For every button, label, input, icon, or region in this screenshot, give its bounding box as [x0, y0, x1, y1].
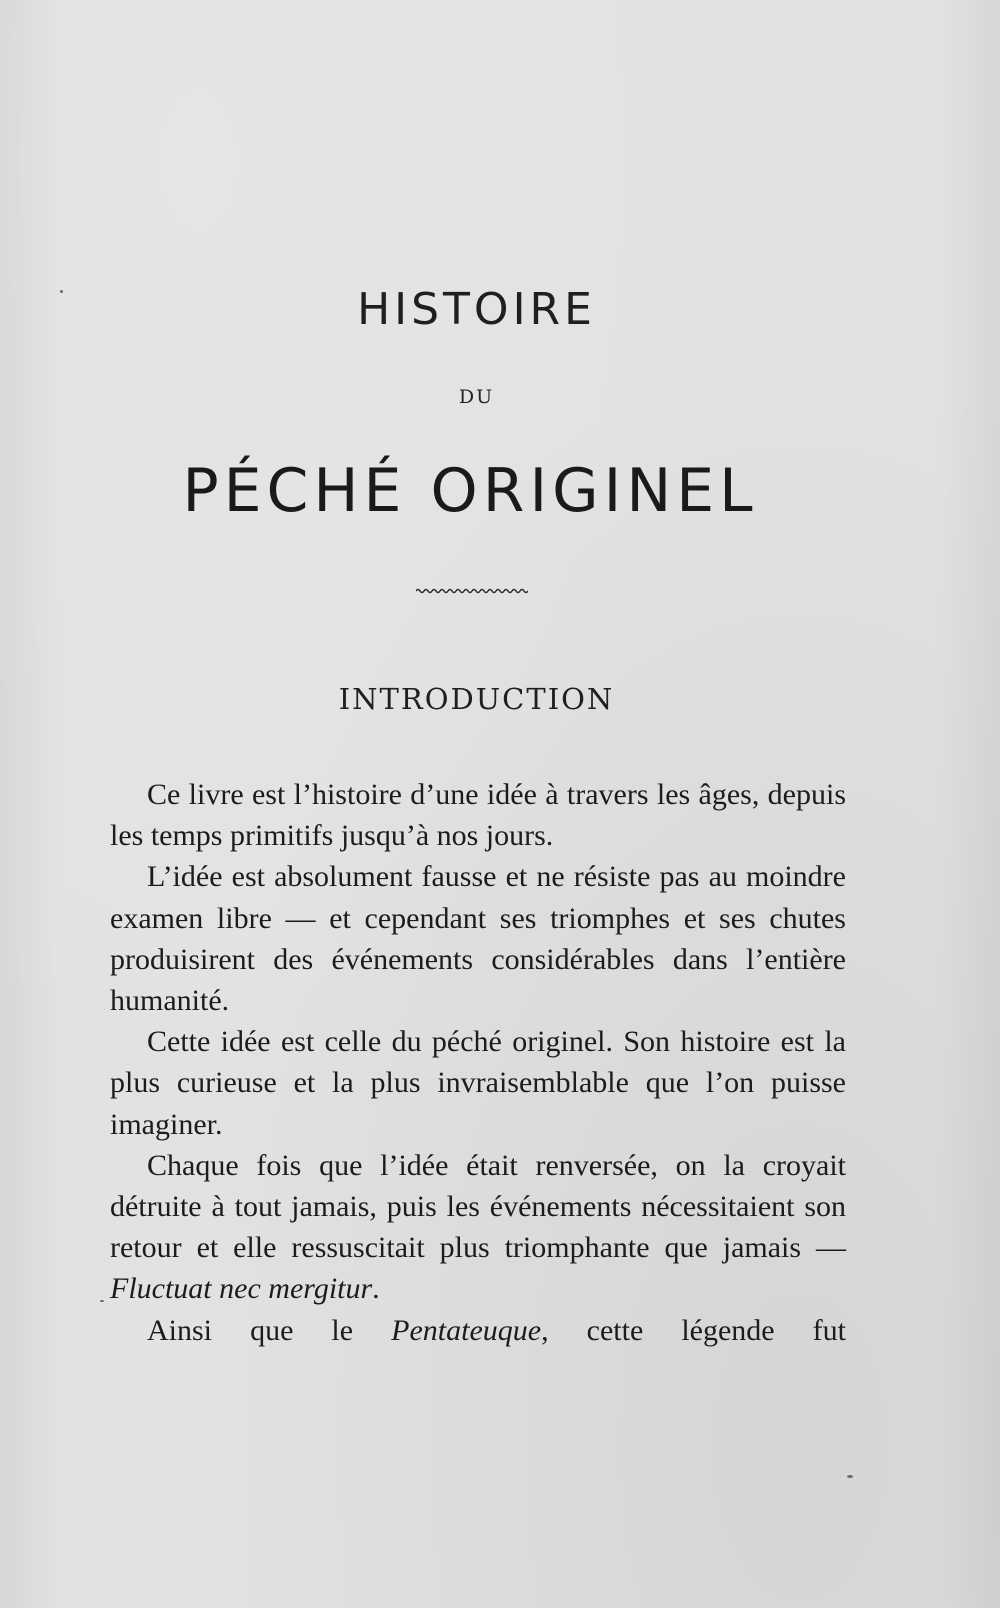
paragraph-1 [110, 774, 846, 856]
paragraph-2 [110, 856, 846, 1021]
paragraph-4 [110, 1145, 846, 1310]
paper-speck [60, 290, 63, 293]
paragraph-5-text: Ainsi que le [147, 1313, 392, 1347]
paragraph-4-text: Chaque fois que l’idée était renversée, on la croyait détruite à tout jamais, puis les événements nécessitaient son retour et elle ressuscitait plus triomphante que jamais — [110, 1148, 846, 1265]
paragraph-4-end: . [372, 1272, 380, 1306]
paragraph-1-text: Ce livre est l’histoire d’une idée à travers les âges, depuis les temps primitifs jusqu’à nos jours. [110, 778, 846, 853]
paragraph-5-end: , cette légende fut [541, 1313, 846, 1347]
paragraph-4-italic: Fluctuat nec mergitur [110, 1272, 373, 1306]
title-histoire: HISTOIRE [357, 284, 596, 335]
paper-speck [847, 1475, 853, 1478]
body-text [110, 774, 846, 1351]
paragraph-5-italic: Pentateuque [391, 1313, 542, 1347]
wavy-rule-ornament [416, 586, 528, 596]
title-du: DU [458, 386, 495, 408]
section-heading-introduction: INTRODUCTION [338, 682, 615, 716]
title-peche-originel: PÉCHÉ ORIGINEL [182, 456, 758, 526]
paper-speck [100, 1300, 104, 1302]
paragraph-3 [110, 1021, 846, 1145]
paragraph-3-text: Cette idée est celle du péché originel. Son histoire est la plus curieuse et la plus invraisemblable que l’on puisse imaginer. [110, 1025, 846, 1141]
paragraph-5 [110, 1310, 846, 1351]
paragraph-2-text: L’idée est absolument fausse et ne résiste pas au moindre examen libre — et cependant ses triomphes et ses chutes produisirent des événements considérables dans l’entière humanité. [110, 860, 846, 1018]
